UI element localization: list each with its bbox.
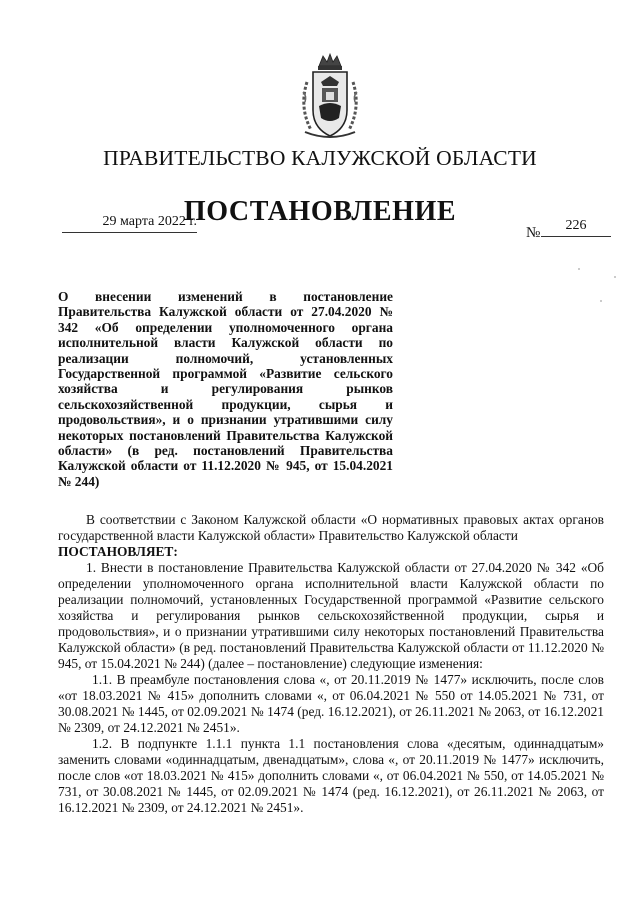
document-type-title: ПОСТАНОВЛЕНИЕ <box>183 196 457 227</box>
document-date: 29 марта 2022 г. <box>62 214 197 233</box>
government-title: ПРАВИТЕЛЬСТВО КАЛУЖСКОЙ ОБЛАСТИ <box>103 146 537 170</box>
document-number: 226 <box>541 218 611 237</box>
document-subject: О внесении изменений в постановление Правительства Калужской области от 27.04.2020 № 342 «Об определении уполномоченного органа исполнительной власти Калужской области по реализации полномочий, установленных Государственной программой «Развитие сельского хозяйства и регулирования рынков сельскохозяйственной продукции, сырья и продовольствия», и о признании утратившими силу некоторых постановлений Правительства Калужской области» (в ред. постановлений Правительства Калужской области от 11.12.2020 № 945, от 15.04.2021 № 244) <box>58 289 393 489</box>
number-sign: № <box>526 225 541 241</box>
scan-speck <box>600 300 602 302</box>
preamble-paragraph: В соответствии с Законом Калужской области «О нормативных правовых актах органов государственной власти Калужской области» Правительство Калужской области <box>58 512 604 543</box>
resolves-heading: ПОСТАНОВЛЯЕТ: <box>58 544 178 559</box>
scan-speck <box>578 268 580 270</box>
item-1-1-paragraph: 1.1. В преамбуле постановления слова «, от 20.11.2019 № 1477» исключить, после слов «от 18.03.2021 № 415» дополнить словами «, от 06.04.2021 № 550 от 14.05.2021 № 731, от 30.08.2021 № 1445, от 02.09.2021 № 1474 (ред. 16.12.2021), от 26.11.2021 № 2063, от 16.12.2021 № 2309, от 24.12.2021 № 2451». <box>58 672 604 735</box>
scan-speck <box>614 276 616 278</box>
document-body <box>58 512 604 816</box>
item-1-2-paragraph: 1.2. В подпункте 1.1.1 пункта 1.1 постановления слова «десятым, одиннадцатым» заменить словами «одиннадцатым, двенадцатым», слова «, от 20.11.2019 № 1477» исключить, после слов «от 18.03.2021 № 415» дополнить словами «, от 06.04.2021 № 550, от 14.05.2021 № 731, от 30.08.2021 № 1445, от 02.09.2021 № 1474 (ред. 16.12.2021), от 26.11.2021 № 2063, от 16.12.2021 № 2309, от 24.12.2021 № 2451». <box>58 736 604 815</box>
item-1-paragraph: 1. Внести в постановление Правительства Калужской области от 27.04.2020 № 342 «Об определении уполномоченного органа исполнительной власти Калужской области по реализации полномочий, установленных Государственной программой «Развитие сельского хозяйства и регулирования рынков сельскохозяйственной продукции, сырья и продовольствия», и о признании утратившими силу некоторых постановлений Правительства Калужской области» (в ред. постановлений Правительства Калужской области от 11.12.2020 № 945, от 15.04.2021 № 244) (далее – постановление) следующие изменения: <box>58 560 604 671</box>
coat-of-arms-icon <box>297 52 363 142</box>
